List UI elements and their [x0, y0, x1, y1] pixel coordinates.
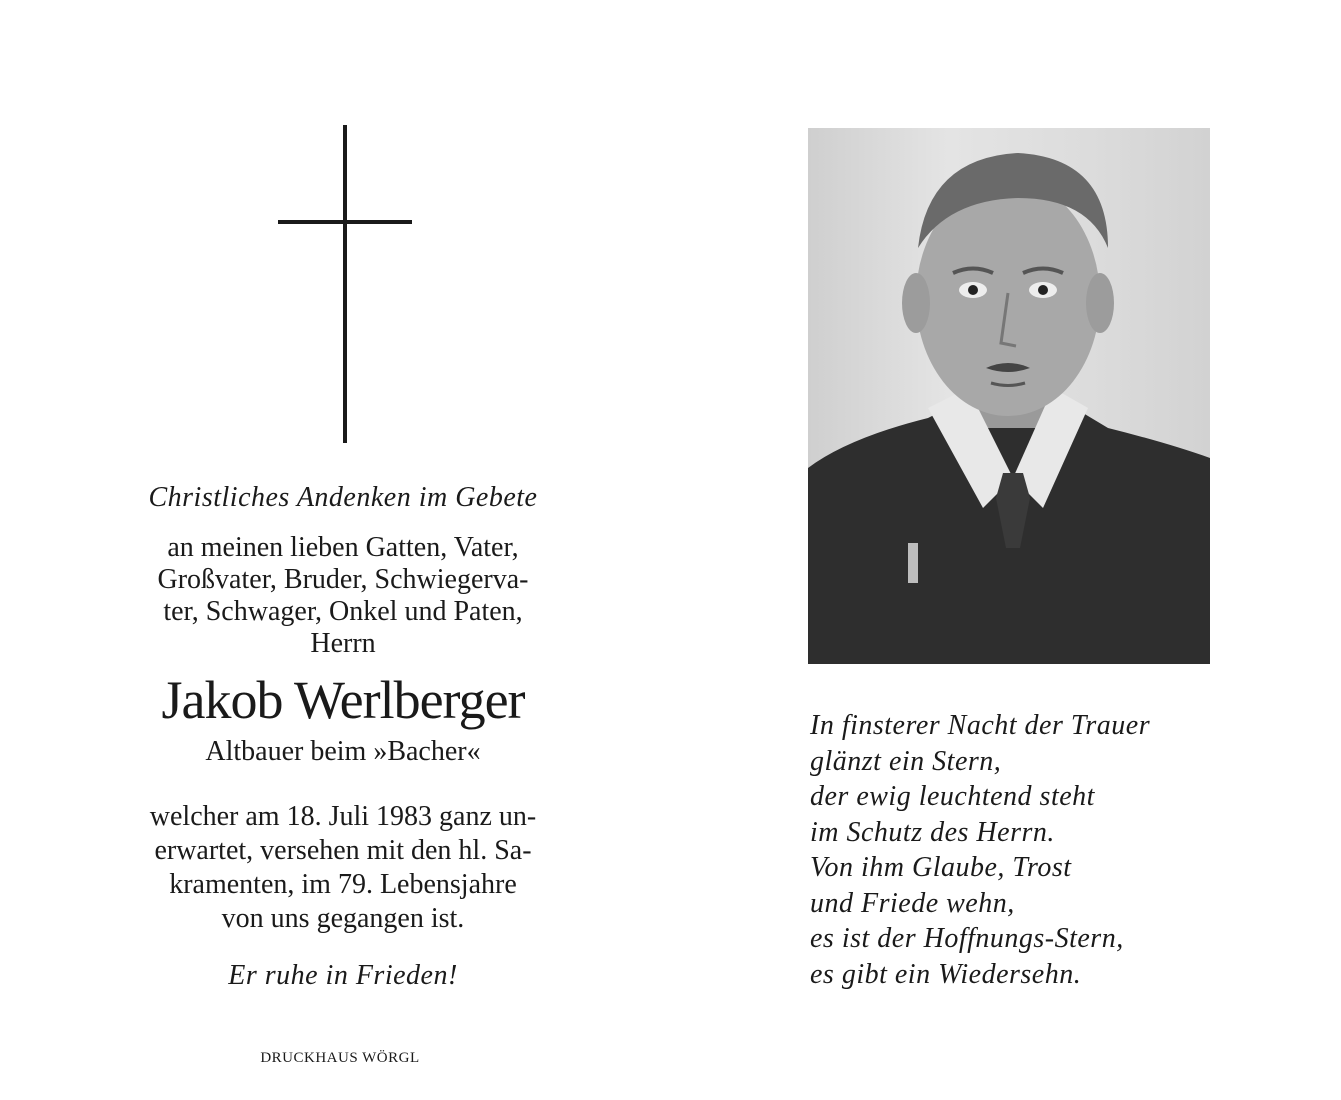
death-line: erwartet, versehen mit den hl. Sa- [154, 835, 532, 866]
poem-line: In finsterer Nacht der Trauer [810, 710, 1151, 741]
cross-icon [278, 125, 412, 443]
closing-blessing: Er ruhe in Frieden! [228, 960, 458, 991]
memorial-poem [810, 708, 1250, 992]
intro-line: Herrn [310, 628, 376, 659]
death-notice [110, 800, 576, 936]
intro-line: Großvater, Bruder, Schwiegerva- [157, 564, 529, 595]
cross-horizontal-bar [278, 220, 412, 224]
intro-line: ter, Schwager, Onkel und Paten, [163, 596, 523, 627]
poem-line: und Friede wehn, [810, 887, 1015, 919]
portrait-illustration [808, 128, 1210, 664]
intro-line: an meinen lieben Gatten, Vater, [167, 532, 519, 563]
poem-line: es gibt ein Wiedersehn. [810, 958, 1082, 990]
death-line: welcher am 18. Juli 1983 ganz un- [149, 801, 537, 832]
death-line: kramenten, im 79. Lebensjahre [169, 869, 517, 900]
poem-line: der ewig leuchtend steht [810, 781, 1095, 812]
printer-imprint: DRUCKHAUS WÖRGL [260, 1050, 420, 1066]
deceased-occupation: Altbauer beim »Bacher« [205, 736, 481, 767]
death-line: von uns gegangen ist. [221, 903, 465, 934]
poem-line: glänzt ein Stern, [810, 745, 1002, 777]
cross-vertical-bar [343, 125, 347, 443]
deceased-name: Jakob Werlberger [161, 670, 525, 730]
memorial-heading: Christliches Andenken im Gebete [148, 482, 538, 513]
intro-text [110, 532, 576, 660]
poem-line: Von ihm Glaube, Trost [810, 852, 1072, 883]
poem-line: im Schutz des Herrn. [810, 816, 1055, 848]
poem-line: es ist der Hoffnungs-Stern, [810, 923, 1124, 954]
portrait-photo [808, 128, 1210, 664]
